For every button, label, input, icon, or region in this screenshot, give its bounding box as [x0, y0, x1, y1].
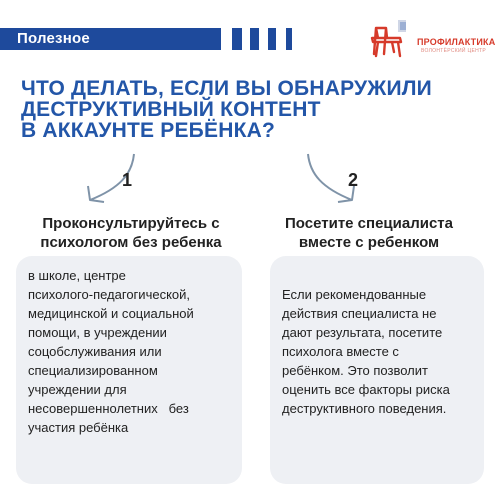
step-1-text	[28, 266, 194, 437]
page-title	[21, 78, 461, 141]
card-line: медицинской и социальной	[28, 306, 194, 321]
step-number: 1	[122, 170, 133, 190]
title-line: ДЕСТРУКТИВНЫЙ КОНТЕНТ	[21, 98, 321, 121]
decor-bar-2	[250, 28, 259, 50]
title-line: В АККАУНТЕ РЕБЁНКА?	[21, 119, 275, 142]
section-label: Полезное	[17, 30, 90, 47]
step-heading-line: Проконсультируйтесь с	[42, 215, 220, 232]
card-line: оценить все факторы риска	[282, 382, 450, 397]
decor-bar-3	[268, 28, 276, 50]
card-line: деструктивного поведения.	[282, 401, 447, 416]
card-line: участия ребёнка	[28, 420, 129, 435]
title-line: ЧТО ДЕЛАТЬ, ЕСЛИ ВЫ ОБНАРУЖИЛИ	[21, 77, 432, 100]
brand-subtitle: ВОЛОНТЁРСКИЙ ЦЕНТР	[421, 48, 486, 54]
decor-bar-4	[286, 28, 292, 50]
card-line: учреждении для	[28, 382, 127, 397]
card-line: действия специалиста не	[282, 306, 437, 321]
step-2-text	[282, 285, 450, 418]
card-line: психолого-педагогической,	[28, 287, 191, 302]
brand-name: ПРОФИЛАКТИКА	[417, 37, 496, 47]
step-number: 2	[348, 170, 359, 190]
step-heading-line: Посетите специалиста	[285, 215, 453, 232]
step-heading-line: психологом без ребенка	[40, 234, 222, 251]
step-heading-line: вместе с ребенком	[298, 234, 440, 251]
step-2-heading	[262, 214, 476, 252]
card-line: психолога вместе с	[282, 344, 399, 359]
card-line: ребёнком. Это позволит	[282, 363, 428, 378]
card-line: специализированном	[28, 363, 158, 378]
card-line: Если рекомендованные	[282, 287, 427, 302]
chair-logo-icon	[370, 20, 416, 58]
step-1-heading	[24, 214, 238, 252]
card-line: помощи, в учреждении	[28, 325, 167, 340]
card-line: в школе, центре	[28, 268, 126, 283]
card-line: дают результата, посетите	[282, 325, 443, 340]
card-line: соцобслуживания или	[28, 344, 162, 359]
decor-bar-1	[232, 28, 242, 50]
card-line: несовершеннолетних без	[28, 401, 189, 416]
